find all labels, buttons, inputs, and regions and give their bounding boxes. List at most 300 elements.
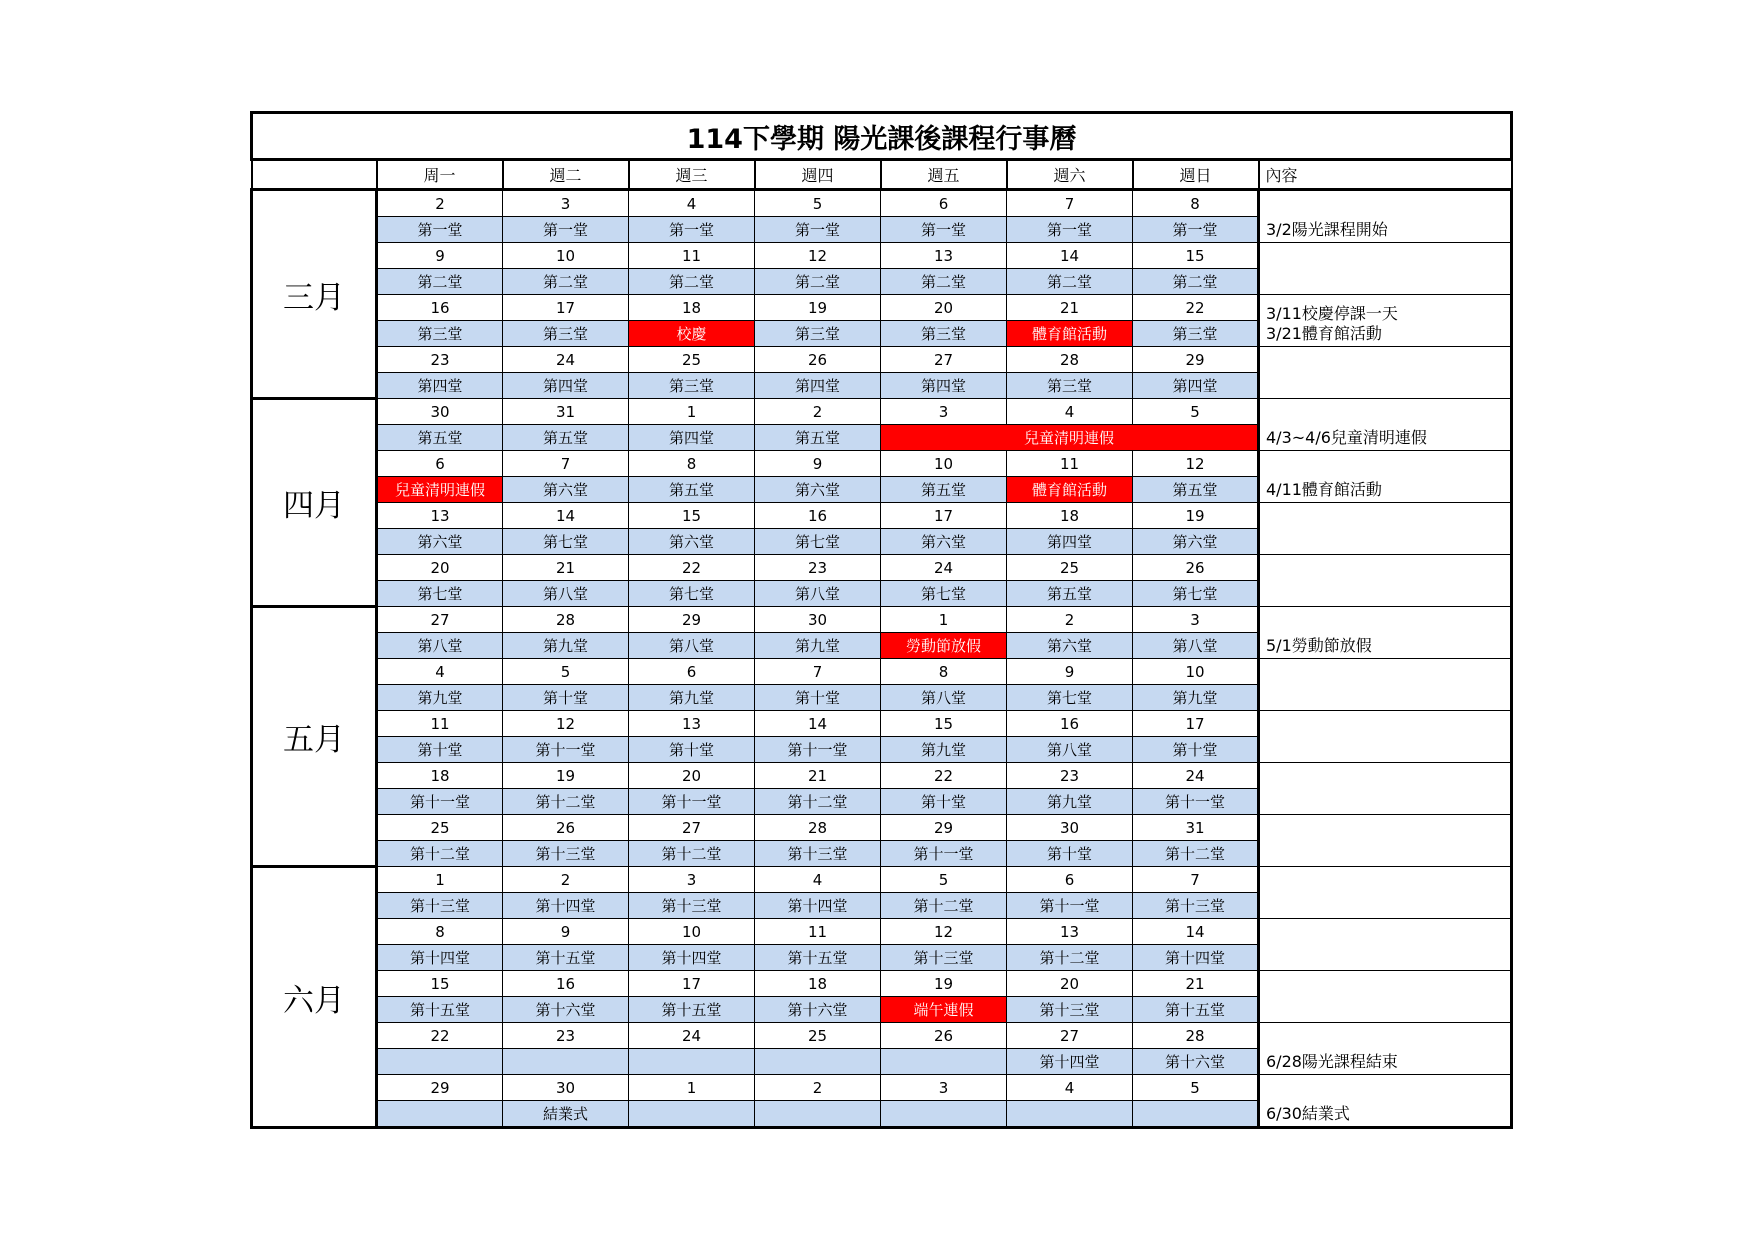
- lesson-cell: 第十一堂: [1007, 893, 1133, 919]
- lesson-cell: 第一堂: [503, 217, 629, 243]
- date-cell: 15: [1133, 243, 1259, 269]
- date-cell: 29: [377, 1075, 503, 1101]
- note-cell: 5/1勞動節放假: [1259, 607, 1512, 659]
- note-cell: 6/30結業式: [1259, 1075, 1512, 1128]
- date-cell: 26: [881, 1023, 1007, 1049]
- lesson-cell: 第十堂: [629, 737, 755, 763]
- date-cell: 17: [1133, 711, 1259, 737]
- date-cell: 5: [881, 867, 1007, 893]
- date-cell: 2: [755, 1075, 881, 1101]
- lesson-cell: 第七堂: [881, 581, 1007, 607]
- date-row: [252, 451, 1512, 477]
- lesson-cell: 第一堂: [881, 217, 1007, 243]
- weekday-header: 週四: [755, 160, 881, 190]
- lesson-cell: 第三堂: [503, 321, 629, 347]
- lesson-cell: 第四堂: [881, 373, 1007, 399]
- lesson-cell: 第六堂: [629, 529, 755, 555]
- lesson-cell: 第八堂: [881, 685, 1007, 711]
- date-cell: 27: [881, 347, 1007, 373]
- date-row: [252, 659, 1512, 685]
- date-cell: 12: [503, 711, 629, 737]
- note-cell: 3/11校慶停課一天 3/21體育館活動: [1259, 295, 1512, 347]
- date-cell: 2: [377, 190, 503, 217]
- lesson-cell: 第十二堂: [1007, 945, 1133, 971]
- lesson-cell: 第十二堂: [377, 841, 503, 867]
- date-cell: 8: [1133, 190, 1259, 217]
- date-cell: 22: [1133, 295, 1259, 321]
- note-cell: [1259, 659, 1512, 711]
- lesson-cell: 結業式: [503, 1101, 629, 1128]
- lesson-cell: 第五堂: [629, 477, 755, 503]
- month-label: 六月: [252, 867, 377, 1128]
- lesson-cell: 第七堂: [755, 529, 881, 555]
- lesson-cell: 第一堂: [1133, 217, 1259, 243]
- note-cell: [1259, 711, 1512, 763]
- date-cell: 18: [755, 971, 881, 997]
- date-cell: 25: [755, 1023, 881, 1049]
- lesson-cell: 第四堂: [629, 425, 755, 451]
- holiday-cell: 體育館活動: [1007, 477, 1133, 503]
- date-cell: 24: [503, 347, 629, 373]
- date-row: [252, 190, 1512, 217]
- lesson-cell: 第九堂: [755, 633, 881, 659]
- lesson-cell: 第十一堂: [1133, 789, 1259, 815]
- lesson-cell: 第六堂: [1007, 633, 1133, 659]
- holiday-cell: 體育館活動: [1007, 321, 1133, 347]
- lesson-cell: 第九堂: [881, 737, 1007, 763]
- date-cell: 27: [377, 607, 503, 633]
- date-cell: 25: [377, 815, 503, 841]
- date-cell: 8: [881, 659, 1007, 685]
- lesson-cell: 第二堂: [503, 269, 629, 295]
- lesson-cell: 第十五堂: [1133, 997, 1259, 1023]
- lesson-cell: 第十六堂: [755, 997, 881, 1023]
- date-cell: 28: [1007, 347, 1133, 373]
- date-cell: 27: [1007, 1023, 1133, 1049]
- date-cell: 10: [1133, 659, 1259, 685]
- lesson-cell: 第十五堂: [377, 997, 503, 1023]
- lesson-cell: 第六堂: [755, 477, 881, 503]
- lesson-cell: 第五堂: [503, 425, 629, 451]
- date-cell: 5: [755, 190, 881, 217]
- date-cell: 6: [1007, 867, 1133, 893]
- lesson-cell: 第二堂: [755, 269, 881, 295]
- lesson-cell: 第一堂: [629, 217, 755, 243]
- lesson-cell: 第二堂: [1007, 269, 1133, 295]
- date-cell: 21: [1133, 971, 1259, 997]
- lesson-cell: 第十堂: [881, 789, 1007, 815]
- lesson-cell: [755, 1101, 881, 1128]
- lesson-cell: 第四堂: [755, 373, 881, 399]
- calendar-table: [250, 111, 1513, 1129]
- date-cell: 14: [755, 711, 881, 737]
- date-cell: 17: [503, 295, 629, 321]
- date-cell: 28: [755, 815, 881, 841]
- date-cell: 20: [1007, 971, 1133, 997]
- date-cell: 26: [1133, 555, 1259, 581]
- lesson-cell: 第五堂: [1007, 581, 1133, 607]
- date-cell: 19: [503, 763, 629, 789]
- date-cell: 25: [629, 347, 755, 373]
- date-row: [252, 1075, 1512, 1101]
- date-cell: 9: [1007, 659, 1133, 685]
- date-cell: 18: [629, 295, 755, 321]
- lesson-cell: 第十一堂: [377, 789, 503, 815]
- date-cell: 10: [629, 919, 755, 945]
- lesson-cell: 第十三堂: [881, 945, 1007, 971]
- date-cell: 30: [1007, 815, 1133, 841]
- date-cell: 15: [881, 711, 1007, 737]
- date-row: [252, 399, 1512, 425]
- lesson-cell: 第一堂: [377, 217, 503, 243]
- date-cell: 9: [755, 451, 881, 477]
- weekday-header: 週二: [503, 160, 629, 190]
- date-cell: 4: [629, 190, 755, 217]
- date-cell: 27: [629, 815, 755, 841]
- lesson-cell: 第十二堂: [629, 841, 755, 867]
- month-label: 三月: [252, 190, 377, 399]
- lesson-cell: 第三堂: [881, 321, 1007, 347]
- lesson-cell: 第十一堂: [629, 789, 755, 815]
- date-cell: 15: [377, 971, 503, 997]
- lesson-cell: 第三堂: [377, 321, 503, 347]
- date-cell: 14: [503, 503, 629, 529]
- date-cell: 10: [503, 243, 629, 269]
- note-cell: [1259, 503, 1512, 555]
- lesson-cell: 第十四堂: [755, 893, 881, 919]
- weekday-header: 週六: [1007, 160, 1133, 190]
- lesson-cell: 第七堂: [503, 529, 629, 555]
- lesson-cell: 第十三堂: [503, 841, 629, 867]
- date-cell: 2: [755, 399, 881, 425]
- date-cell: 20: [377, 555, 503, 581]
- date-cell: 21: [1007, 295, 1133, 321]
- lesson-cell: 第十三堂: [377, 893, 503, 919]
- lesson-cell: 第三堂: [1133, 321, 1259, 347]
- date-cell: 15: [629, 503, 755, 529]
- date-cell: 25: [1007, 555, 1133, 581]
- lesson-cell: 第四堂: [503, 373, 629, 399]
- date-cell: 26: [503, 815, 629, 841]
- date-cell: 9: [503, 919, 629, 945]
- date-cell: 5: [503, 659, 629, 685]
- lesson-cell: 第六堂: [377, 529, 503, 555]
- lesson-cell: 第六堂: [1133, 529, 1259, 555]
- lesson-cell: 第四堂: [377, 373, 503, 399]
- lesson-cell: 第十五堂: [629, 997, 755, 1023]
- date-cell: 21: [755, 763, 881, 789]
- date-cell: 3: [881, 1075, 1007, 1101]
- date-cell: 16: [1007, 711, 1133, 737]
- date-cell: 1: [377, 867, 503, 893]
- date-cell: 6: [629, 659, 755, 685]
- date-cell: 7: [755, 659, 881, 685]
- date-cell: 17: [629, 971, 755, 997]
- lesson-cell: [1133, 1101, 1259, 1128]
- lesson-cell: [629, 1101, 755, 1128]
- lesson-cell: 第七堂: [1133, 581, 1259, 607]
- lesson-cell: 第八堂: [755, 581, 881, 607]
- lesson-cell: 第十一堂: [881, 841, 1007, 867]
- date-cell: 1: [629, 1075, 755, 1101]
- month-label: 五月: [252, 607, 377, 867]
- header-corner: [252, 160, 377, 190]
- page-title: 114下學期 陽光課後課程行事曆: [252, 113, 1512, 160]
- date-cell: 13: [881, 243, 1007, 269]
- date-cell: 8: [377, 919, 503, 945]
- date-row: [252, 867, 1512, 893]
- weekday-header: 週日: [1133, 160, 1259, 190]
- date-cell: 2: [503, 867, 629, 893]
- lesson-cell: [1007, 1101, 1133, 1128]
- date-cell: 7: [1007, 190, 1133, 217]
- lesson-cell: 第二堂: [377, 269, 503, 295]
- date-cell: 20: [881, 295, 1007, 321]
- lesson-cell: [755, 1049, 881, 1075]
- lesson-cell: 第六堂: [881, 529, 1007, 555]
- date-cell: 7: [1133, 867, 1259, 893]
- date-cell: 5: [1133, 1075, 1259, 1101]
- date-cell: 16: [377, 295, 503, 321]
- lesson-cell: 第十三堂: [1133, 893, 1259, 919]
- lesson-cell: 第十五堂: [503, 945, 629, 971]
- date-cell: 4: [1007, 1075, 1133, 1101]
- date-cell: 31: [1133, 815, 1259, 841]
- lesson-cell: 第五堂: [377, 425, 503, 451]
- date-cell: 3: [1133, 607, 1259, 633]
- weekday-header-row: [252, 160, 1512, 190]
- lesson-cell: 第四堂: [1007, 529, 1133, 555]
- lesson-cell: [629, 1049, 755, 1075]
- lesson-cell: 第十二堂: [755, 789, 881, 815]
- lesson-cell: 第九堂: [1007, 789, 1133, 815]
- lesson-cell: 第十一堂: [755, 737, 881, 763]
- date-row: [252, 295, 1512, 321]
- lesson-cell: 第一堂: [755, 217, 881, 243]
- lesson-cell: 第十四堂: [377, 945, 503, 971]
- date-cell: 18: [1007, 503, 1133, 529]
- date-cell: 3: [629, 867, 755, 893]
- date-cell: 12: [881, 919, 1007, 945]
- lesson-cell: 第八堂: [377, 633, 503, 659]
- date-cell: 23: [1007, 763, 1133, 789]
- lesson-cell: 第十三堂: [755, 841, 881, 867]
- date-cell: 30: [503, 1075, 629, 1101]
- lesson-cell: 第八堂: [629, 633, 755, 659]
- holiday-cell: 端午連假: [881, 997, 1007, 1023]
- date-cell: 13: [1007, 919, 1133, 945]
- lesson-cell: 第十六堂: [1133, 1049, 1259, 1075]
- lesson-cell: 第十堂: [1007, 841, 1133, 867]
- note-cell: [1259, 555, 1512, 607]
- date-cell: 24: [1133, 763, 1259, 789]
- date-row: [252, 607, 1512, 633]
- lesson-cell: 第十三堂: [629, 893, 755, 919]
- date-cell: 8: [629, 451, 755, 477]
- lesson-cell: 第七堂: [1007, 685, 1133, 711]
- weekday-header: 週五: [881, 160, 1007, 190]
- lesson-cell: 第二堂: [1133, 269, 1259, 295]
- lesson-cell: 第七堂: [377, 581, 503, 607]
- lesson-cell: 第二堂: [881, 269, 1007, 295]
- date-cell: 6: [881, 190, 1007, 217]
- date-cell: 19: [755, 295, 881, 321]
- date-cell: 31: [503, 399, 629, 425]
- lesson-cell: 第十二堂: [503, 789, 629, 815]
- date-cell: 19: [1133, 503, 1259, 529]
- title-row: [252, 113, 1512, 160]
- lesson-cell: [881, 1049, 1007, 1075]
- lesson-cell: 第五堂: [881, 477, 1007, 503]
- date-cell: 23: [377, 347, 503, 373]
- date-cell: 16: [503, 971, 629, 997]
- date-row: [252, 243, 1512, 269]
- lesson-cell: 第八堂: [503, 581, 629, 607]
- date-cell: 5: [1133, 399, 1259, 425]
- note-cell: [1259, 243, 1512, 295]
- date-row: [252, 1023, 1512, 1049]
- date-cell: 11: [629, 243, 755, 269]
- date-cell: 1: [881, 607, 1007, 633]
- lesson-cell: 第十六堂: [503, 997, 629, 1023]
- lesson-cell: [377, 1049, 503, 1075]
- weekday-header: 週三: [629, 160, 755, 190]
- date-cell: 21: [503, 555, 629, 581]
- date-cell: 12: [1133, 451, 1259, 477]
- date-row: [252, 971, 1512, 997]
- lesson-cell: 第一堂: [1007, 217, 1133, 243]
- lesson-cell: 第二堂: [629, 269, 755, 295]
- date-cell: 30: [377, 399, 503, 425]
- note-header: 內容: [1259, 160, 1512, 190]
- note-cell: 3/2陽光課程開始: [1259, 190, 1512, 243]
- lesson-cell: 第三堂: [1007, 373, 1133, 399]
- date-cell: 29: [629, 607, 755, 633]
- lesson-cell: 第五堂: [1133, 477, 1259, 503]
- date-cell: 10: [881, 451, 1007, 477]
- date-cell: 19: [881, 971, 1007, 997]
- lesson-cell: 第十五堂: [755, 945, 881, 971]
- date-row: [252, 347, 1512, 373]
- lesson-cell: [503, 1049, 629, 1075]
- date-cell: 29: [881, 815, 1007, 841]
- lesson-cell: 第十二堂: [881, 893, 1007, 919]
- date-cell: 4: [377, 659, 503, 685]
- month-label: 四月: [252, 399, 377, 607]
- lesson-cell: [377, 1101, 503, 1128]
- date-cell: 30: [755, 607, 881, 633]
- note-cell: [1259, 763, 1512, 815]
- holiday-cell: 兒童清明連假: [377, 477, 503, 503]
- date-cell: 7: [503, 451, 629, 477]
- date-row: [252, 711, 1512, 737]
- lesson-cell: 第十堂: [1133, 737, 1259, 763]
- date-cell: 13: [377, 503, 503, 529]
- weekday-header: 周一: [377, 160, 503, 190]
- note-cell: 4/3~4/6兒童清明連假: [1259, 399, 1512, 451]
- lesson-cell: 第十四堂: [1007, 1049, 1133, 1075]
- note-cell: 6/28陽光課程結束: [1259, 1023, 1512, 1075]
- date-cell: 4: [755, 867, 881, 893]
- date-cell: 3: [881, 399, 1007, 425]
- note-cell: [1259, 867, 1512, 919]
- date-cell: 11: [377, 711, 503, 737]
- lesson-cell: 第九堂: [503, 633, 629, 659]
- date-cell: 23: [503, 1023, 629, 1049]
- date-cell: 16: [755, 503, 881, 529]
- date-cell: 4: [1007, 399, 1133, 425]
- date-cell: 14: [1133, 919, 1259, 945]
- date-cell: 9: [377, 243, 503, 269]
- date-cell: 28: [503, 607, 629, 633]
- date-cell: 11: [1007, 451, 1133, 477]
- date-cell: 2: [1007, 607, 1133, 633]
- date-cell: 17: [881, 503, 1007, 529]
- date-row: [252, 555, 1512, 581]
- holiday-cell: 校慶: [629, 321, 755, 347]
- lesson-cell: 第三堂: [629, 373, 755, 399]
- date-cell: 12: [755, 243, 881, 269]
- note-cell: [1259, 815, 1512, 867]
- lesson-cell: [881, 1101, 1007, 1128]
- date-cell: 13: [629, 711, 755, 737]
- calendar-body: [252, 113, 1512, 1128]
- lesson-cell: 第六堂: [503, 477, 629, 503]
- date-cell: 20: [629, 763, 755, 789]
- date-cell: 22: [377, 1023, 503, 1049]
- lesson-cell: 第八堂: [1133, 633, 1259, 659]
- lesson-cell: 第七堂: [629, 581, 755, 607]
- lesson-cell: 第十一堂: [503, 737, 629, 763]
- holiday-span-cell: 兒童清明連假: [881, 425, 1259, 451]
- lesson-cell: 第十二堂: [1133, 841, 1259, 867]
- note-cell: [1259, 347, 1512, 399]
- lesson-cell: 第十四堂: [1133, 945, 1259, 971]
- date-row: [252, 919, 1512, 945]
- date-cell: 26: [755, 347, 881, 373]
- lesson-cell: 第十三堂: [1007, 997, 1133, 1023]
- date-cell: 23: [755, 555, 881, 581]
- date-cell: 18: [377, 763, 503, 789]
- lesson-cell: 第十堂: [755, 685, 881, 711]
- holiday-cell: 勞動節放假: [881, 633, 1007, 659]
- lesson-cell: 第五堂: [755, 425, 881, 451]
- date-row: [252, 503, 1512, 529]
- lesson-cell: 第九堂: [377, 685, 503, 711]
- date-cell: 14: [1007, 243, 1133, 269]
- note-cell: 4/11體育館活動: [1259, 451, 1512, 503]
- lesson-cell: 第八堂: [1007, 737, 1133, 763]
- lesson-cell: 第九堂: [1133, 685, 1259, 711]
- date-cell: 29: [1133, 347, 1259, 373]
- date-row: [252, 815, 1512, 841]
- date-row: [252, 763, 1512, 789]
- lesson-cell: 第三堂: [755, 321, 881, 347]
- note-cell: [1259, 919, 1512, 971]
- lesson-cell: 第十四堂: [503, 893, 629, 919]
- date-cell: 24: [881, 555, 1007, 581]
- date-cell: 22: [629, 555, 755, 581]
- lesson-cell: 第十堂: [503, 685, 629, 711]
- date-cell: 22: [881, 763, 1007, 789]
- lesson-cell: 第十四堂: [629, 945, 755, 971]
- date-cell: 28: [1133, 1023, 1259, 1049]
- note-cell: [1259, 971, 1512, 1023]
- lesson-cell: 第四堂: [1133, 373, 1259, 399]
- lesson-cell: 第九堂: [629, 685, 755, 711]
- date-cell: 24: [629, 1023, 755, 1049]
- lesson-cell: 第十堂: [377, 737, 503, 763]
